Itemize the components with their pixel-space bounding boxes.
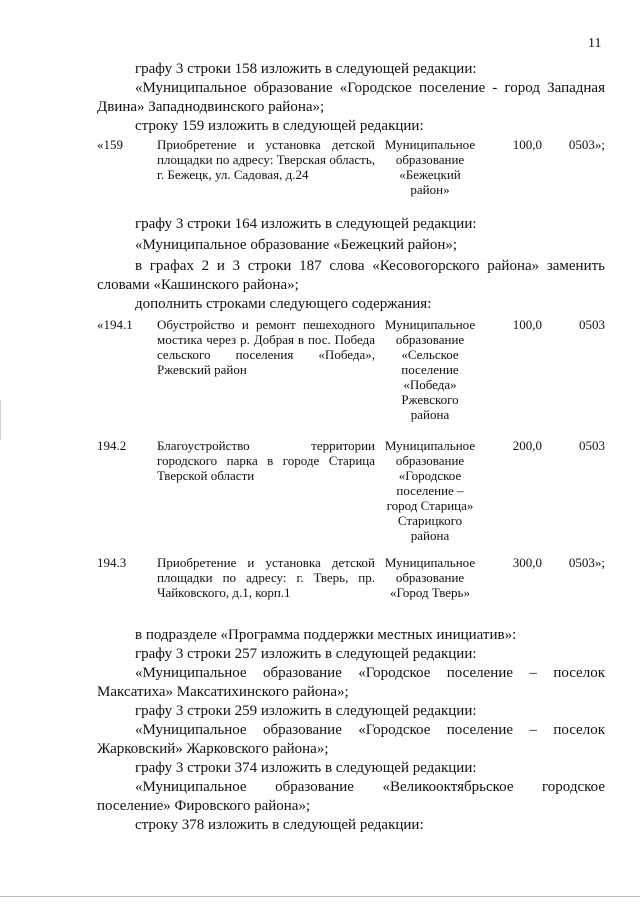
row-municipality: Муниципальное образование «Городское поселение – город Старица» Старицкого района: [384, 438, 476, 543]
instruction-row-159: строку 159 изложить в следующей редакции:: [135, 118, 424, 134]
row-number: «194.1: [97, 317, 133, 332]
instruction-graf3-158: графу 3 строки 158 изложить в следующей редакции:: [135, 61, 477, 77]
instruction-graf3-374: графу 3 строки 374 изложить в следующей редакции:: [135, 760, 477, 776]
row-value: 100,0: [512, 137, 542, 152]
instruction-graf3-259: графу 3 строки 259 изложить в следующей редакции:: [135, 703, 477, 719]
row-value: 100,0: [512, 317, 542, 332]
row-code: 0503: [579, 317, 605, 332]
page-number: 11: [588, 36, 602, 51]
row-code: 0503»;: [568, 137, 605, 152]
scan-edge-line: [0, 896, 640, 897]
text-bezhetsky-rayon: «Муниципальное образование «Бежецкий район»;: [135, 237, 458, 253]
row-code: 0503»;: [568, 555, 605, 570]
row-description: Обустройство и ремонт пешеходного мостика через р. Добрая в пос. Победа сельского поселения «Победа», Ржевский район: [157, 317, 375, 377]
row-value: 200,0: [512, 438, 542, 453]
text-zharkovsky: «Муниципальное образование «Городское поселение – поселок Жарковский» Жарковского района»;: [97, 722, 605, 757]
instruction-row-378: строку 378 изложить в следующей редакции:: [135, 817, 424, 833]
text-maksatikha: «Муниципальное образование «Городское поселение – поселок Максатиха» Максатихинского района»;: [97, 665, 605, 700]
row-municipality: Муниципальное образование «Бежецкий район»: [384, 137, 476, 197]
row-description: Приобретение и установка детской площадки по адресу: Тверская область, г. Бежецк, ул. Садовая, д.24: [157, 137, 375, 182]
instruction-graf3-257: графу 3 строки 257 изложить в следующей редакции:: [135, 646, 477, 662]
text-row-187: в графах 2 и 3 строки 187 слова «Кесовогорского района» заменить словами «Кашинского района»;: [97, 258, 605, 293]
row-description: Благоустройство территории городского парка в городе Старица Тверской области: [157, 438, 375, 483]
text-velikooktyabrskoe: «Муниципальное образование «Великооктябрьское городское поселение» Фировского района»;: [97, 779, 605, 814]
row-municipality: Муниципальное образование «Город Тверь»: [384, 555, 476, 600]
row-number: 194.2: [97, 438, 127, 453]
instruction-add-rows: дополнить строками следующего содержания:: [135, 296, 432, 312]
text-subsection-initiatives: в подразделе «Программа поддержки местных инициатив»:: [135, 627, 517, 643]
instruction-graf3-164: графу 3 строки 164 изложить в следующей редакции:: [135, 216, 477, 232]
row-code: 0503: [579, 438, 605, 453]
row-number: 194.3: [97, 555, 127, 570]
row-description: Приобретение и установка детской площадки по адресу: г. Тверь, пр. Чайковского, д.1, корп.1: [157, 555, 375, 600]
row-number: «159: [97, 137, 123, 152]
scan-margin-mark: [0, 400, 1, 440]
row-value: 300,0: [512, 555, 542, 570]
text-zapadnaya-dvina: «Муниципальное образование «Городское поселение - город Западная Двина» Западнодвинского района»;: [97, 80, 605, 115]
row-municipality: Муниципальное образование «Сельское поселение «Победа» Ржевского района: [384, 317, 476, 422]
